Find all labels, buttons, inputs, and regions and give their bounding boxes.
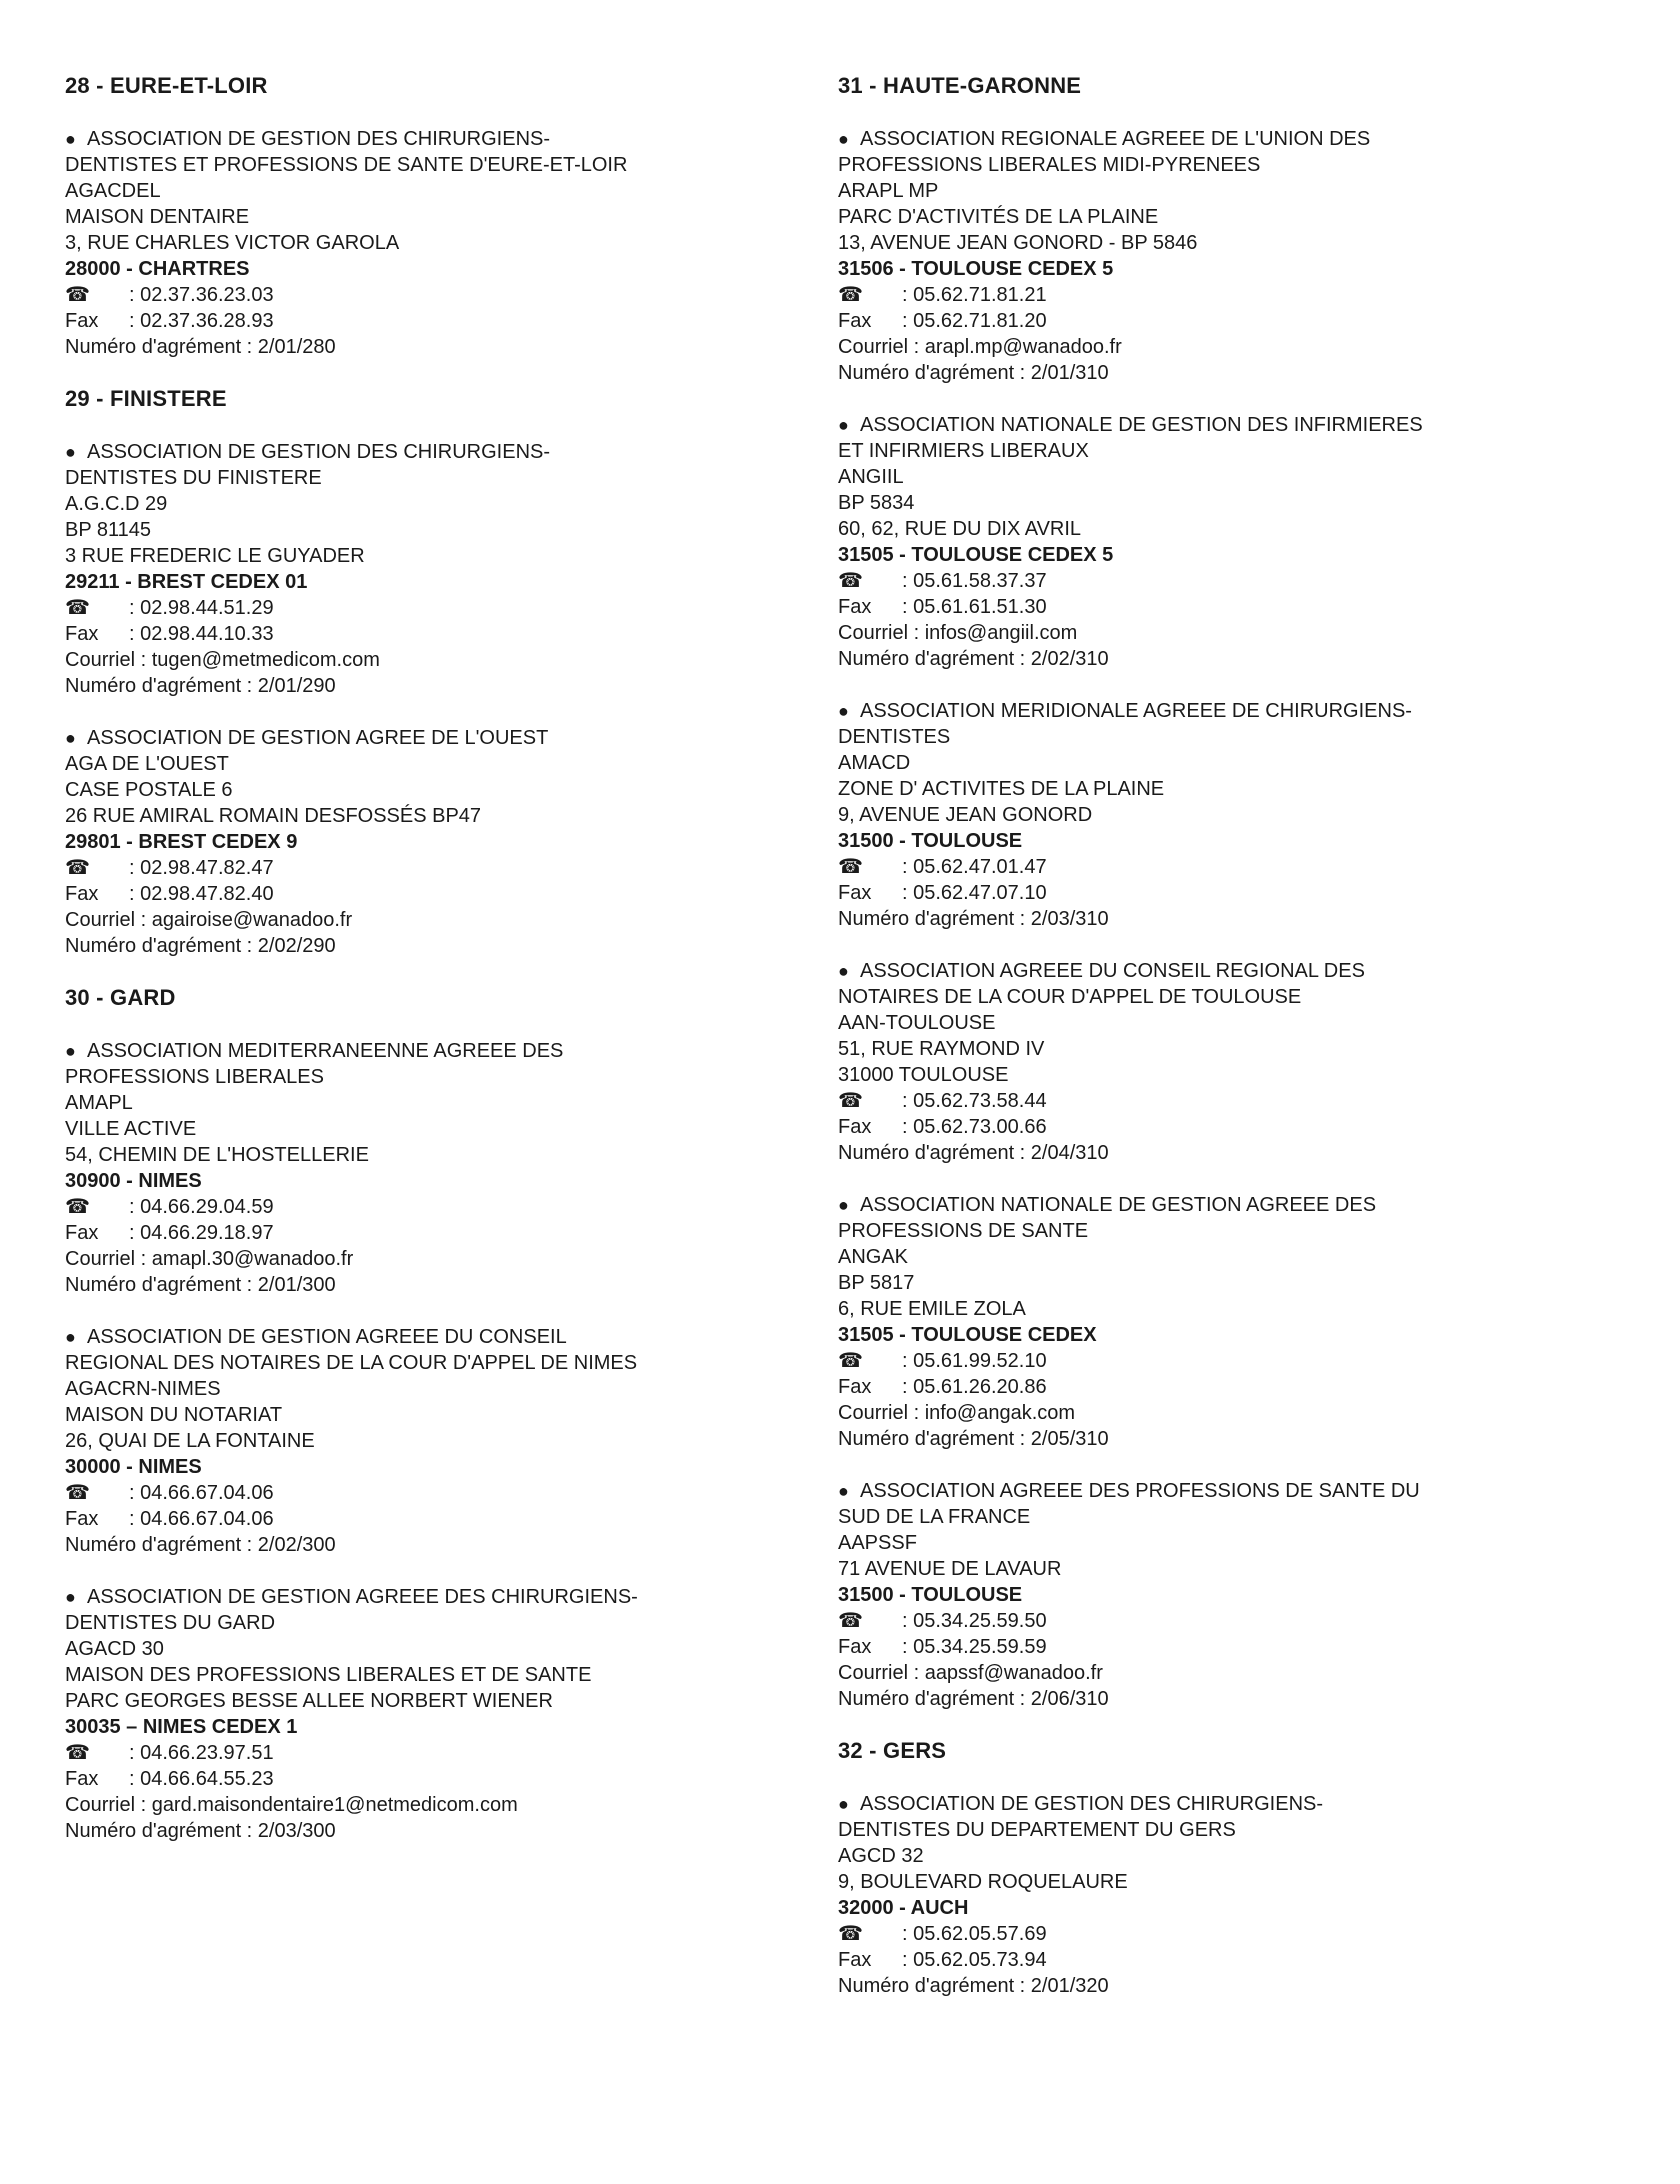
association-entry bbox=[838, 698, 1598, 932]
address-line: 13, AVENUE JEAN GONORD - BP 5846 bbox=[838, 232, 1198, 254]
phone-icon: ☎ bbox=[838, 1923, 863, 1945]
fax-line bbox=[65, 881, 785, 907]
address-line: 54, CHEMIN DE L'HOSTELLERIE bbox=[65, 1144, 369, 1166]
association-name: ASSOCIATION MERIDIONALE AGREEE DE CHIRURGIENS- bbox=[860, 700, 1412, 722]
postal-city: 31500 - TOULOUSE bbox=[838, 1584, 1023, 1606]
phone-icon: ☎ bbox=[65, 597, 90, 619]
department-heading: 28 - EURE-ET-LOIR bbox=[65, 73, 268, 98]
bullet-icon: ● bbox=[838, 961, 849, 981]
fax-label: Fax bbox=[838, 1376, 872, 1398]
fax-label: Fax bbox=[65, 1222, 99, 1244]
phone-line bbox=[65, 855, 785, 881]
left-column bbox=[65, 73, 785, 1870]
phone-line bbox=[838, 282, 1598, 308]
association-name-line bbox=[838, 1791, 1598, 1817]
agrement-number: Numéro d'agrément : 2/01/300 bbox=[65, 1274, 336, 1296]
association-name-line bbox=[838, 1478, 1598, 1504]
phone-number: : 04.66.29.04.59 bbox=[129, 1196, 274, 1218]
phone-icon: ☎ bbox=[838, 570, 863, 592]
phone-line bbox=[838, 1348, 1598, 1374]
association-name: ASSOCIATION AGREEE DES PROFESSIONS DE SANTE DU bbox=[860, 1480, 1420, 1502]
phone-number: : 04.66.67.04.06 bbox=[129, 1482, 274, 1504]
phone-number: : 02.98.44.51.29 bbox=[129, 597, 274, 619]
address-line: AGCD 32 bbox=[838, 1845, 924, 1867]
phone-icon: ☎ bbox=[65, 1196, 90, 1218]
association-name-line bbox=[838, 438, 1598, 464]
address-line: AGACDEL bbox=[65, 180, 161, 202]
phone-icon: ☎ bbox=[65, 857, 90, 879]
agrement-number: Numéro d'agrément : 2/01/320 bbox=[838, 1975, 1109, 1997]
association-entry bbox=[65, 1584, 785, 1844]
fax-number: : 02.98.44.10.33 bbox=[129, 623, 274, 645]
department-heading: 31 - HAUTE-GARONNE bbox=[838, 73, 1082, 98]
address-line: 26 RUE AMIRAL ROMAIN DESFOSSÉS BP47 bbox=[65, 805, 482, 827]
association-entry bbox=[838, 1791, 1598, 1999]
email-line: Courriel : agairoise@wanadoo.fr bbox=[65, 909, 353, 931]
address-line: AMAPL bbox=[65, 1092, 133, 1114]
association-name-line bbox=[65, 1584, 785, 1610]
fax-label: Fax bbox=[65, 1508, 99, 1530]
association-entry bbox=[65, 439, 785, 699]
postal-city: 29801 - BREST CEDEX 9 bbox=[65, 831, 298, 853]
association-name: ASSOCIATION AGREEE DU CONSEIL REGIONAL DES bbox=[860, 960, 1365, 982]
fax-line bbox=[65, 1506, 785, 1532]
address-line: AAPSSF bbox=[838, 1532, 917, 1554]
phone-number: : 02.37.36.23.03 bbox=[129, 284, 274, 306]
association-entry bbox=[838, 412, 1598, 672]
address-line: 3, RUE CHARLES VICTOR GAROLA bbox=[65, 232, 400, 254]
address-line: 60, 62, RUE DU DIX AVRIL bbox=[838, 518, 1082, 540]
fax-label: Fax bbox=[838, 310, 872, 332]
association-name: DENTISTES bbox=[838, 726, 951, 748]
association-name-line bbox=[65, 1610, 785, 1636]
address-line: 6, RUE EMILE ZOLA bbox=[838, 1298, 1026, 1320]
right-column bbox=[838, 73, 1598, 2025]
phone-icon: ☎ bbox=[838, 1610, 863, 1632]
phone-line bbox=[838, 1921, 1598, 1947]
phone-icon: ☎ bbox=[65, 284, 90, 306]
email-line: Courriel : tugen@metmedicom.com bbox=[65, 649, 380, 671]
address-line: BP 5817 bbox=[838, 1272, 915, 1294]
postal-city: 30035 – NIMES CEDEX 1 bbox=[65, 1716, 298, 1738]
phone-line bbox=[838, 1088, 1598, 1114]
association-name: ASSOCIATION NATIONALE DE GESTION DES INFIRMIERES bbox=[860, 414, 1423, 436]
postal-city: 31506 - TOULOUSE CEDEX 5 bbox=[838, 258, 1114, 280]
phone-number: : 05.34.25.59.50 bbox=[902, 1610, 1047, 1632]
phone-icon: ☎ bbox=[838, 284, 863, 306]
address-line: VILLE ACTIVE bbox=[65, 1118, 197, 1140]
agrement-number: Numéro d'agrément : 2/02/290 bbox=[65, 935, 336, 957]
association-name-line bbox=[65, 1038, 785, 1064]
phone-number: : 02.98.47.82.47 bbox=[129, 857, 274, 879]
fax-label: Fax bbox=[838, 1949, 872, 1971]
bullet-icon: ● bbox=[838, 1794, 849, 1814]
association-entry bbox=[65, 126, 785, 360]
association-name-line bbox=[838, 412, 1598, 438]
fax-label: Fax bbox=[838, 596, 872, 618]
association-name-line bbox=[838, 1504, 1598, 1530]
postal-city: 29211 - BREST CEDEX 01 bbox=[65, 571, 308, 593]
fax-line bbox=[838, 880, 1598, 906]
association-name-line bbox=[65, 465, 785, 491]
department-heading: 30 - GARD bbox=[65, 985, 176, 1010]
address-line: A.G.C.D 29 bbox=[65, 493, 168, 515]
fax-number: : 04.66.67.04.06 bbox=[129, 1508, 274, 1530]
agrement-number: Numéro d'agrément : 2/03/300 bbox=[65, 1820, 336, 1842]
address-line: AGACD 30 bbox=[65, 1638, 164, 1660]
postal-city: 28000 - CHARTRES bbox=[65, 258, 250, 280]
association-entry bbox=[838, 958, 1598, 1166]
association-name: PROFESSIONS LIBERALES MIDI-PYRENEES bbox=[838, 154, 1261, 176]
association-name-line bbox=[838, 984, 1598, 1010]
fax-number: : 05.61.61.51.30 bbox=[902, 596, 1047, 618]
agrement-number: Numéro d'agrément : 2/04/310 bbox=[838, 1142, 1109, 1164]
address-line: CASE POSTALE 6 bbox=[65, 779, 233, 801]
association-name: ASSOCIATION NATIONALE DE GESTION AGREEE DES bbox=[860, 1194, 1377, 1216]
bullet-icon: ● bbox=[838, 1481, 849, 1501]
association-entry bbox=[838, 1192, 1598, 1452]
fax-line bbox=[65, 308, 785, 334]
association-name: ASSOCIATION DE GESTION AGREE DE L'OUEST bbox=[87, 727, 549, 749]
email-line: Courriel : arapl.mp@wanadoo.fr bbox=[838, 336, 1122, 358]
fax-number: : 02.98.47.82.40 bbox=[129, 883, 274, 905]
fax-line bbox=[65, 1220, 785, 1246]
postal-city: 30000 - NIMES bbox=[65, 1456, 202, 1478]
association-name: SUD DE LA FRANCE bbox=[838, 1506, 1031, 1528]
address-line: ANGIIL bbox=[838, 466, 904, 488]
association-name-line bbox=[838, 1817, 1598, 1843]
postal-city: 31505 - TOULOUSE CEDEX bbox=[838, 1324, 1097, 1346]
association-name: ASSOCIATION REGIONALE AGREEE DE L'UNION DES bbox=[860, 128, 1371, 150]
address-line: ARAPL MP bbox=[838, 180, 939, 202]
address-line: AMACD bbox=[838, 752, 911, 774]
association-name: DENTISTES DU GARD bbox=[65, 1612, 276, 1634]
phone-icon: ☎ bbox=[838, 1350, 863, 1372]
fax-line bbox=[838, 1634, 1598, 1660]
fax-label: Fax bbox=[838, 882, 872, 904]
association-name-line bbox=[65, 439, 785, 465]
bullet-icon: ● bbox=[838, 415, 849, 435]
fax-line bbox=[838, 1374, 1598, 1400]
email-line: Courriel : info@angak.com bbox=[838, 1402, 1076, 1424]
email-line: Courriel : gard.maisondentaire1@netmedicom.com bbox=[65, 1794, 518, 1816]
fax-number: : 04.66.29.18.97 bbox=[129, 1222, 274, 1244]
postal-city: 31500 - TOULOUSE bbox=[838, 830, 1023, 852]
bullet-icon: ● bbox=[65, 728, 76, 748]
department-section bbox=[65, 985, 785, 1844]
phone-line bbox=[838, 1608, 1598, 1634]
association-name-line bbox=[65, 126, 785, 152]
fax-label: Fax bbox=[65, 883, 99, 905]
address-line: MAISON DU NOTARIAT bbox=[65, 1404, 283, 1426]
address-line: 3 RUE FREDERIC LE GUYADER bbox=[65, 545, 365, 567]
phone-number: : 05.62.05.57.69 bbox=[902, 1923, 1047, 1945]
address-line: MAISON DES PROFESSIONS LIBERALES ET DE SANTE bbox=[65, 1664, 592, 1686]
association-name: NOTAIRES DE LA COUR D'APPEL DE TOULOUSE bbox=[838, 986, 1302, 1008]
postal-city: 31505 - TOULOUSE CEDEX 5 bbox=[838, 544, 1114, 566]
association-name: ASSOCIATION DE GESTION AGREEE DES CHIRURGIENS- bbox=[87, 1586, 638, 1608]
fax-label: Fax bbox=[65, 623, 99, 645]
phone-line bbox=[65, 1194, 785, 1220]
department-section bbox=[838, 1738, 1598, 1999]
fax-line bbox=[65, 621, 785, 647]
association-name: DENTISTES DU FINISTERE bbox=[65, 467, 322, 489]
bullet-icon: ● bbox=[65, 442, 76, 462]
address-line: PARC D'ACTIVITÉS DE LA PLAINE bbox=[838, 206, 1159, 228]
email-line: Courriel : amapl.30@wanadoo.fr bbox=[65, 1248, 354, 1270]
agrement-number: Numéro d'agrément : 2/01/310 bbox=[838, 362, 1109, 384]
bullet-icon: ● bbox=[65, 129, 76, 149]
phone-number: : 05.62.47.01.47 bbox=[902, 856, 1047, 878]
bullet-icon: ● bbox=[838, 701, 849, 721]
phone-line bbox=[838, 854, 1598, 880]
association-name: ET INFIRMIERS LIBERAUX bbox=[838, 440, 1089, 462]
department-section bbox=[838, 73, 1598, 1712]
phone-line bbox=[65, 595, 785, 621]
agrement-number: Numéro d'agrément : 2/06/310 bbox=[838, 1688, 1109, 1710]
agrement-number: Numéro d'agrément : 2/02/300 bbox=[65, 1534, 336, 1556]
fax-label: Fax bbox=[65, 1768, 99, 1790]
association-name: ASSOCIATION DE GESTION DES CHIRURGIENS- bbox=[860, 1793, 1324, 1815]
fax-label: Fax bbox=[838, 1116, 872, 1138]
association-name: ASSOCIATION DE GESTION DES CHIRURGIENS- bbox=[87, 128, 551, 150]
association-name-line bbox=[838, 958, 1598, 984]
department-heading: 29 - FINISTERE bbox=[65, 386, 227, 411]
postal-city: 30900 - NIMES bbox=[65, 1170, 202, 1192]
fax-number: : 05.61.26.20.86 bbox=[902, 1376, 1047, 1398]
association-entry bbox=[65, 1038, 785, 1298]
fax-number: : 02.37.36.28.93 bbox=[129, 310, 274, 332]
association-name-line bbox=[65, 1324, 785, 1350]
address-line: ZONE D' ACTIVITES DE LA PLAINE bbox=[838, 778, 1165, 800]
association-entry bbox=[65, 1324, 785, 1558]
address-line: ANGAK bbox=[838, 1246, 909, 1268]
fax-label: Fax bbox=[65, 310, 99, 332]
association-name: PROFESSIONS DE SANTE bbox=[838, 1220, 1089, 1242]
address-line: AGA DE L'OUEST bbox=[65, 753, 229, 775]
fax-number: : 05.62.05.73.94 bbox=[902, 1949, 1047, 1971]
fax-line bbox=[65, 1766, 785, 1792]
bullet-icon: ● bbox=[838, 1195, 849, 1215]
fax-line bbox=[838, 1114, 1598, 1140]
agrement-number: Numéro d'agrément : 2/05/310 bbox=[838, 1428, 1109, 1450]
postal-city: 32000 - AUCH bbox=[838, 1897, 969, 1919]
address-line: 9, AVENUE JEAN GONORD bbox=[838, 804, 1093, 826]
address-line: 26, QUAI DE LA FONTAINE bbox=[65, 1430, 315, 1452]
fax-label: Fax bbox=[838, 1636, 872, 1658]
agrement-number: Numéro d'agrément : 2/01/280 bbox=[65, 336, 336, 358]
association-name-line bbox=[65, 725, 785, 751]
association-name-line bbox=[838, 152, 1598, 178]
address-line: BP 5834 bbox=[838, 492, 915, 514]
department-section bbox=[65, 386, 785, 959]
address-line: 9, BOULEVARD ROQUELAURE bbox=[838, 1871, 1128, 1893]
bullet-icon: ● bbox=[65, 1327, 76, 1347]
association-name-line bbox=[65, 1350, 785, 1376]
address-line: 51, RUE RAYMOND IV bbox=[838, 1038, 1045, 1060]
association-name: PROFESSIONS LIBERALES bbox=[65, 1066, 324, 1088]
phone-icon: ☎ bbox=[838, 856, 863, 878]
bullet-icon: ● bbox=[838, 129, 849, 149]
fax-number: : 05.62.47.07.10 bbox=[902, 882, 1047, 904]
phone-icon: ☎ bbox=[838, 1090, 863, 1112]
association-name: REGIONAL DES NOTAIRES DE LA COUR D'APPEL DE NIMES bbox=[65, 1352, 638, 1374]
phone-number: : 05.61.99.52.10 bbox=[902, 1350, 1047, 1372]
phone-icon: ☎ bbox=[65, 1482, 90, 1504]
fax-line bbox=[838, 594, 1598, 620]
address-line: AGACRN-NIMES bbox=[65, 1378, 221, 1400]
address-line: PARC GEORGES BESSE ALLEE NORBERT WIENER bbox=[65, 1690, 553, 1712]
phone-icon: ☎ bbox=[65, 1742, 90, 1764]
association-name-line bbox=[838, 1192, 1598, 1218]
agrement-number: Numéro d'agrément : 2/01/290 bbox=[65, 675, 336, 697]
address-line: BP 81145 bbox=[65, 519, 152, 541]
association-name: DENTISTES DU DEPARTEMENT DU GERS bbox=[838, 1819, 1236, 1841]
phone-line bbox=[838, 568, 1598, 594]
phone-number: : 05.62.71.81.21 bbox=[902, 284, 1047, 306]
phone-number: : 05.61.58.37.37 bbox=[902, 570, 1047, 592]
association-name-line bbox=[65, 152, 785, 178]
department-section bbox=[65, 73, 785, 360]
association-name: ASSOCIATION DE GESTION AGREEE DU CONSEIL bbox=[87, 1326, 567, 1348]
fax-line bbox=[838, 1947, 1598, 1973]
fax-number: : 05.62.71.81.20 bbox=[902, 310, 1047, 332]
bullet-icon: ● bbox=[65, 1587, 76, 1607]
email-line: Courriel : infos@angiil.com bbox=[838, 622, 1078, 644]
association-entry bbox=[65, 725, 785, 959]
association-name-line bbox=[838, 698, 1598, 724]
association-name: DENTISTES ET PROFESSIONS DE SANTE D'EURE-ET-LOIR bbox=[65, 154, 628, 176]
agrement-number: Numéro d'agrément : 2/02/310 bbox=[838, 648, 1109, 670]
fax-number: : 04.66.64.55.23 bbox=[129, 1768, 274, 1790]
address-line: AAN-TOULOUSE bbox=[838, 1012, 996, 1034]
address-line: MAISON DENTAIRE bbox=[65, 206, 250, 228]
association-name-line bbox=[838, 126, 1598, 152]
department-heading: 32 - GERS bbox=[838, 1738, 947, 1763]
address-line: 31000 TOULOUSE bbox=[838, 1064, 1009, 1086]
fax-number: : 05.34.25.59.59 bbox=[902, 1636, 1047, 1658]
address-line: 71 AVENUE DE LAVAUR bbox=[838, 1558, 1062, 1580]
association-name: ASSOCIATION DE GESTION DES CHIRURGIENS- bbox=[87, 441, 551, 463]
phone-line bbox=[65, 282, 785, 308]
agrement-number: Numéro d'agrément : 2/03/310 bbox=[838, 908, 1109, 930]
association-entry bbox=[838, 126, 1598, 386]
association-name-line bbox=[838, 1218, 1598, 1244]
bullet-icon: ● bbox=[65, 1041, 76, 1061]
fax-number: : 05.62.73.00.66 bbox=[902, 1116, 1047, 1138]
association-entry bbox=[838, 1478, 1598, 1712]
fax-line bbox=[838, 308, 1598, 334]
phone-number: : 04.66.23.97.51 bbox=[129, 1742, 274, 1764]
association-name-line bbox=[838, 724, 1598, 750]
association-name-line bbox=[65, 1064, 785, 1090]
phone-number: : 05.62.73.58.44 bbox=[902, 1090, 1047, 1112]
association-name: ASSOCIATION MEDITERRANEENNE AGREEE DES bbox=[87, 1040, 564, 1062]
email-line: Courriel : aapssf@wanadoo.fr bbox=[838, 1662, 1103, 1684]
phone-line bbox=[65, 1480, 785, 1506]
phone-line bbox=[65, 1740, 785, 1766]
